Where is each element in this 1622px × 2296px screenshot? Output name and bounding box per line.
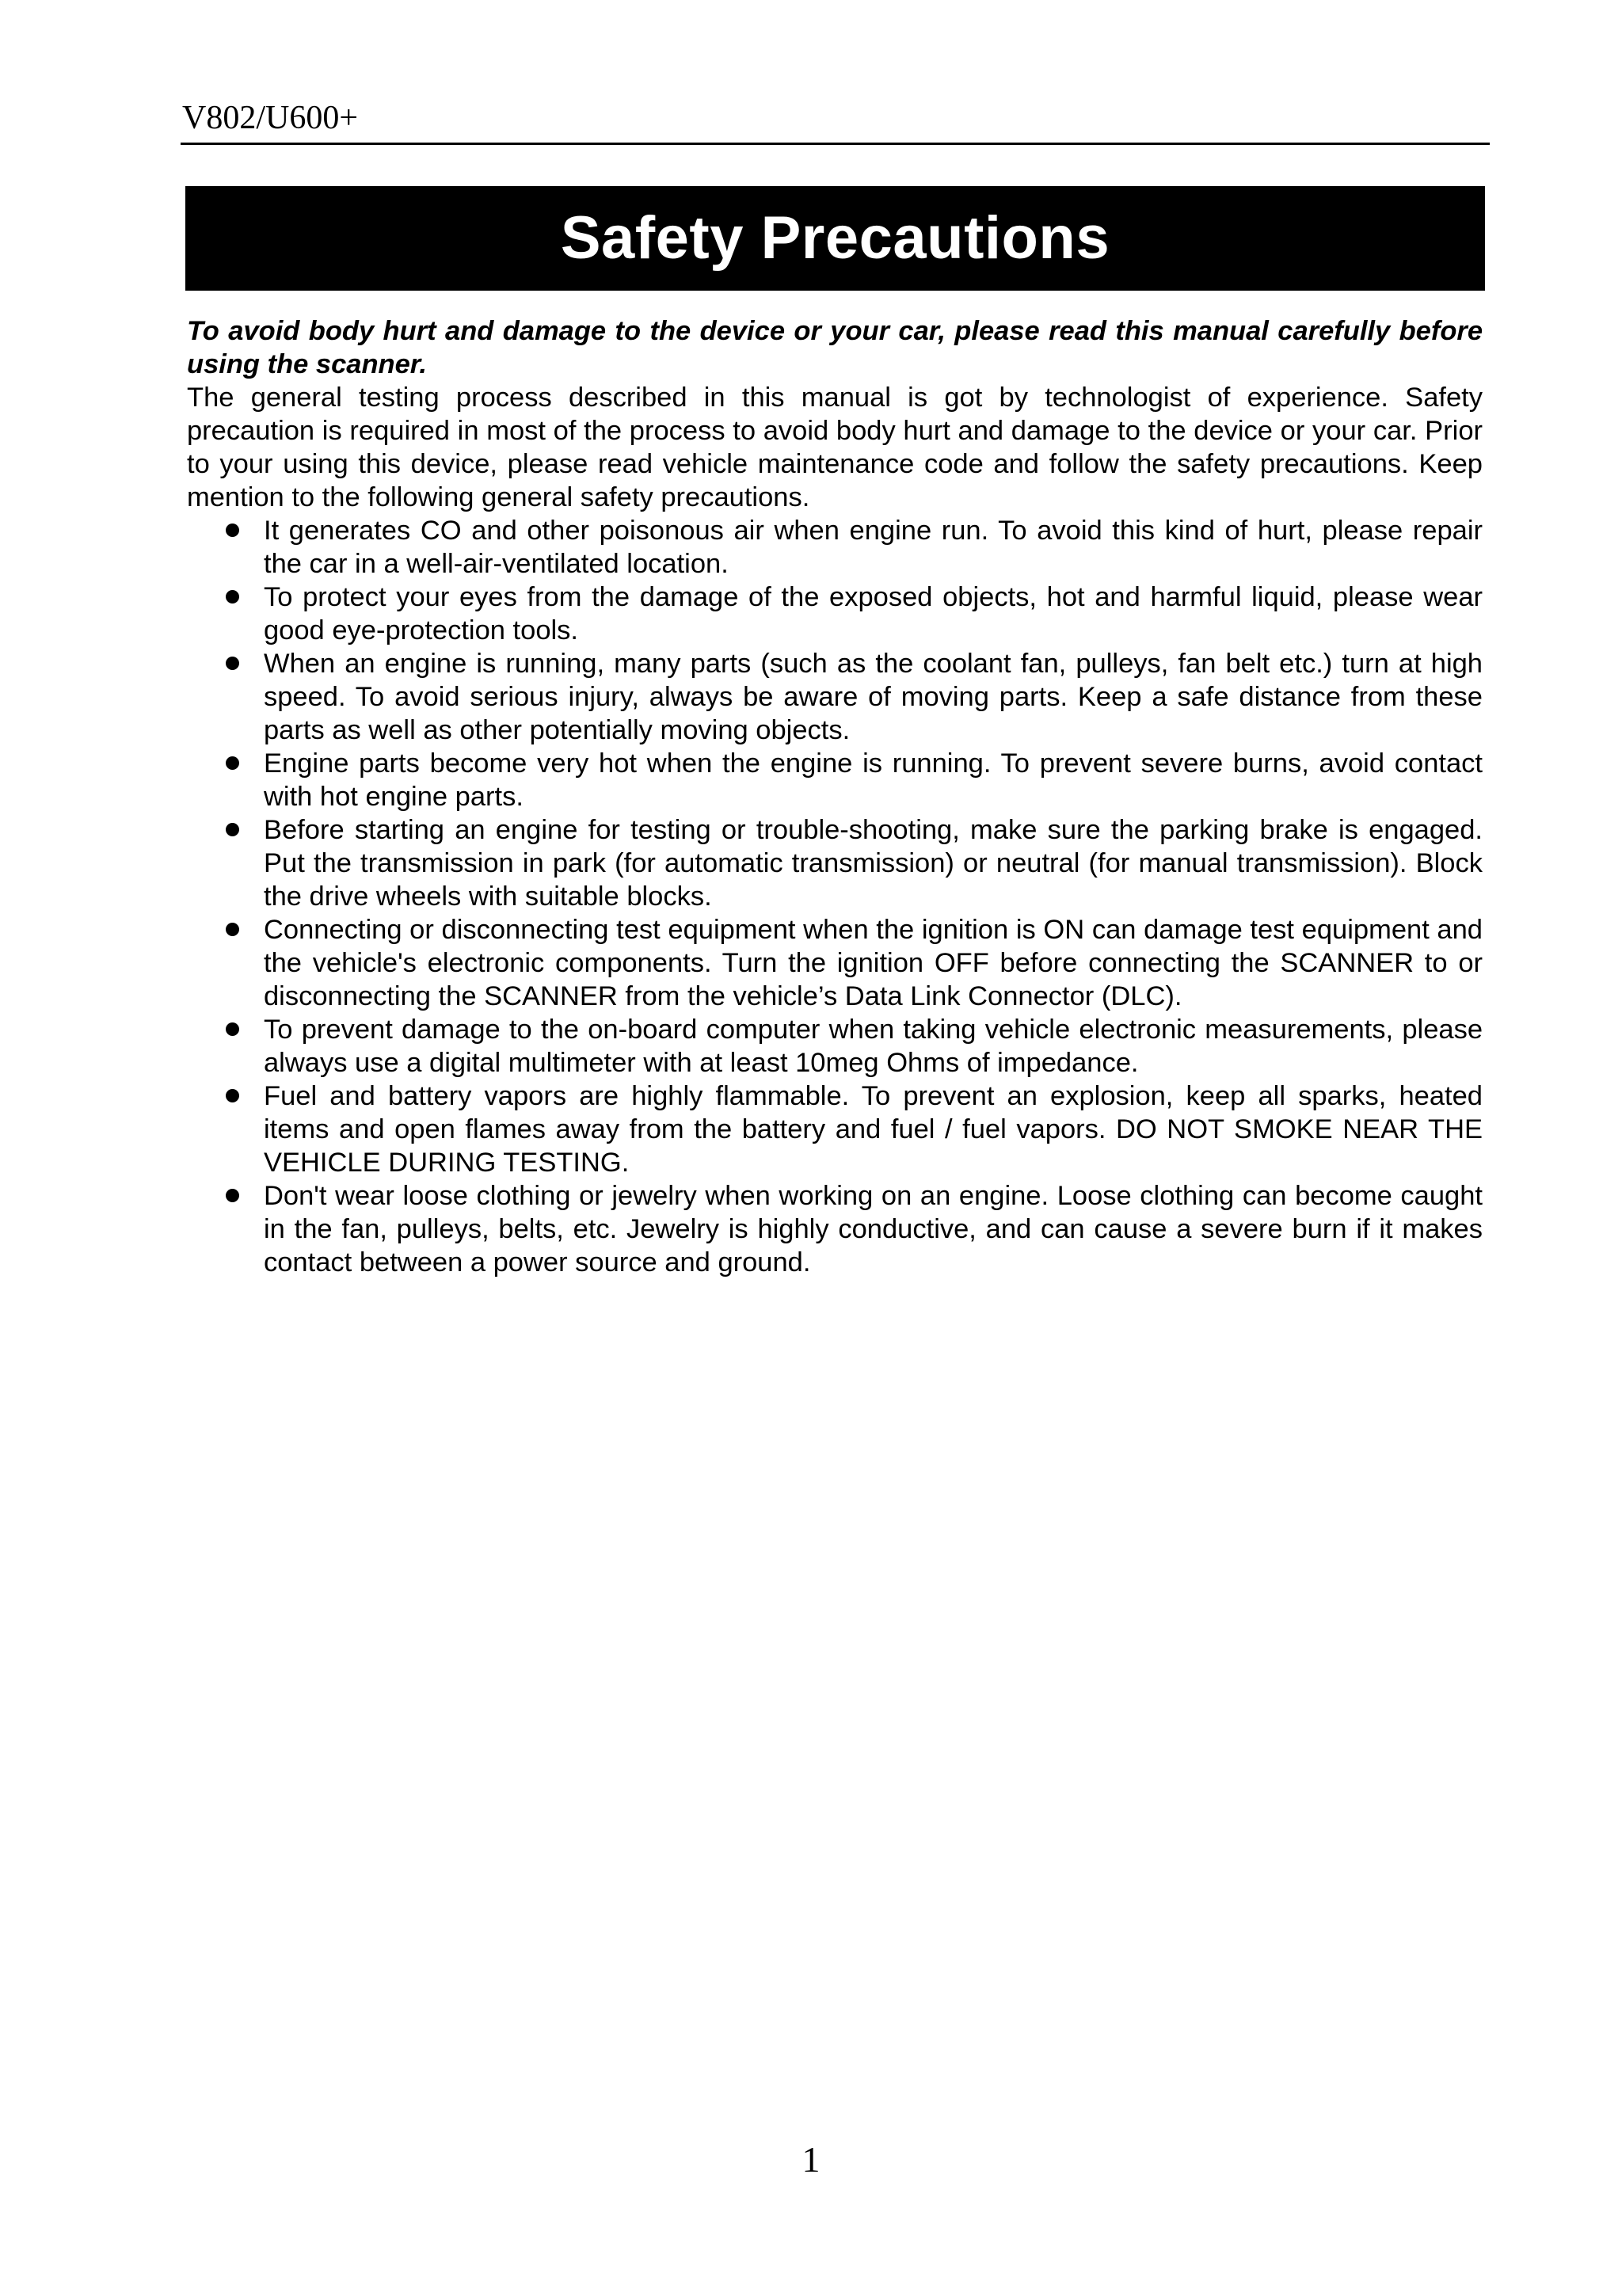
bullet-icon (226, 823, 239, 836)
list-item-text: Before starting an engine for testing or trouble-shooting, make sure the parking brake is engaged. Put the transmission in park (for automatic transmission) or neutral (for manual transmission). Block the drive wheels with suitable blocks. (264, 815, 1483, 912)
bullet-icon (226, 1022, 239, 1036)
bullet-icon (226, 1089, 239, 1102)
list-item (187, 514, 1483, 581)
intro-warning: To avoid body hurt and damage to the device or your car, please read this manual carefully before using the scanner. (187, 316, 1483, 379)
list-item (187, 1179, 1483, 1279)
list-item (187, 647, 1483, 747)
list-item-text: To protect your eyes from the damage of the exposed objects, hot and harmful liquid, please wear good eye-protection tools. (264, 582, 1483, 645)
list-item-text: Connecting or disconnecting test equipment when the ignition is ON can damage test equipment and the vehicle's electronic components. Turn the ignition OFF before connecting the SCANNER to or disconnecting the SCANNER from the vehicle’s Data Link Connector (DLC). (264, 915, 1483, 1011)
bullet-icon (226, 1189, 239, 1202)
page-number: 1 (801, 2139, 821, 2180)
body-paragraph: The general testing process described in this manual is got by technologist of experience. Safety precaution is required in most of the process to avoid body hurt and damage to the device or your car. Prior to your using this device, please read vehicle maintenance code and follow the safety precautions. Keep mention to the following general safety precautions. (187, 383, 1483, 512)
list-item-text: When an engine is running, many parts (such as the coolant fan, pulleys, fan belt etc.) turn at high speed. To avoid serious injury, always be aware of moving parts. Keep a safe distance from these parts as well as other potentially moving objects. (264, 649, 1483, 745)
list-item (187, 581, 1483, 647)
document-body (187, 314, 1483, 1279)
precautions-list (187, 514, 1483, 1279)
page-title: Safety Precautions (560, 204, 1110, 272)
page-header (181, 93, 1490, 145)
list-item-text: It generates CO and other poisonous air when engine run. To avoid this kind of hurt, please repair the car in a well-air-ventilated location. (264, 516, 1483, 579)
model-label: V802/U600+ (182, 100, 359, 136)
title-banner (185, 186, 1485, 291)
list-item (187, 1079, 1483, 1179)
bullet-icon (226, 657, 239, 670)
list-item (187, 813, 1483, 913)
list-item (187, 1013, 1483, 1079)
list-item-text: To prevent damage to the on-board computer when taking vehicle electronic measurements, please always use a digital multimeter with at least 10meg Ohms of impedance. (264, 1015, 1483, 1078)
bullet-icon (226, 923, 239, 936)
bullet-icon (226, 524, 239, 537)
list-item (187, 747, 1483, 813)
bullet-icon (226, 590, 239, 604)
bullet-icon (226, 756, 239, 770)
list-item-text: Fuel and battery vapors are highly flammable. To prevent an explosion, keep all sparks, heated items and open flames away from the battery and fuel / fuel vapors. DO NOT SMOKE NEAR THE VEHICLE DURING TESTING. (264, 1081, 1483, 1178)
list-item-text: Don't wear loose clothing or jewelry when working on an engine. Loose clothing can become caught in the fan, pulleys, belts, etc. Jewelry is highly conductive, and can cause a severe burn if it makes contact between a power source and ground. (264, 1181, 1483, 1277)
list-item (187, 913, 1483, 1013)
list-item-text: Engine parts become very hot when the engine is running. To prevent severe burns, avoid contact with hot engine parts. (264, 748, 1483, 812)
